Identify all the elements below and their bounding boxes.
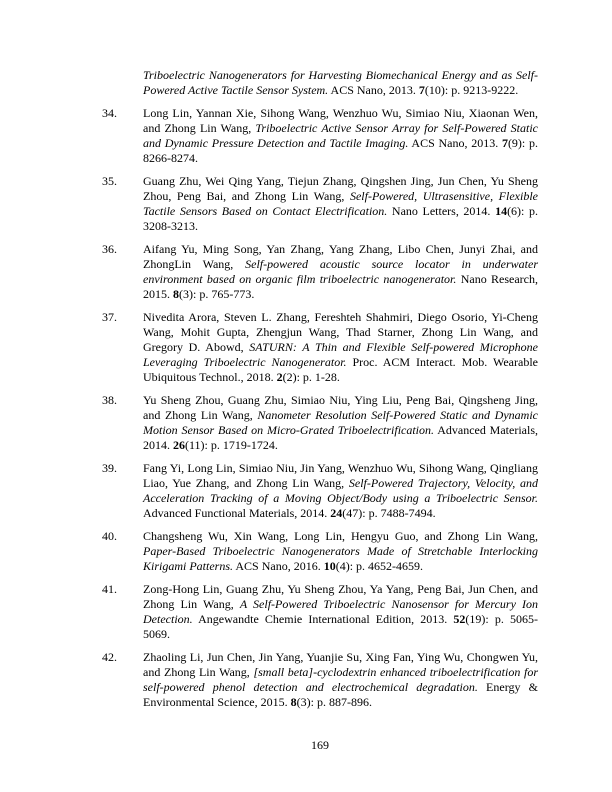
reference-number: 41. bbox=[102, 582, 117, 596]
reference-authors: Fang Yi, Long Lin, Simiao Niu, Jin Yang, Wenzhuo Wu, Sihong Wang, Qingliang Liao, Yue Zhang, and Zhong Lin Wang, bbox=[143, 461, 538, 490]
reference-journal: ACS Nano, 2013. bbox=[408, 136, 502, 150]
reference-authors: Changsheng Wu, Xin Wang, Long Lin, Hengyu Guo, and Zhong Lin Wang, bbox=[143, 529, 538, 543]
reference-text bbox=[143, 68, 538, 98]
reference-journal: ACS Nano, 2013. bbox=[328, 83, 419, 97]
reference-authors: Nivedita Arora, Steven L. Zhang, Fereshteh Shahmiri, Diego Osorio, Yi-Cheng Wang, Mohit Gupta, Zhengjun Wang, Thad Starner, Zhong Lin Wang, and Gregory D. Abowd, bbox=[143, 310, 538, 354]
reference-issue-pages: (11): p. 1719-1724. bbox=[185, 438, 278, 452]
reference-volume: 7 bbox=[501, 136, 508, 150]
reference-item bbox=[102, 106, 538, 166]
reference-title: Paper-Based Triboelectric Nanogenerators Made of Stretchable Interlocking Kirigami Patterns. bbox=[143, 544, 538, 573]
reference-item bbox=[102, 174, 538, 234]
reference-item bbox=[102, 393, 538, 453]
reference-text bbox=[143, 106, 538, 166]
reference-title: Self-Powered, Ultrasensitive, Flexible Tactile Sensors Based on Contact Electrification. bbox=[143, 189, 538, 218]
reference-title: Self-Powered Trajectory, Velocity, and Acceleration Tracking of a Moving Object/Body using a Triboelectric Sensor. bbox=[143, 476, 538, 505]
reference-item bbox=[102, 68, 538, 98]
reference-text bbox=[143, 529, 538, 574]
reference-text bbox=[143, 461, 538, 521]
reference-number bbox=[102, 68, 143, 98]
reference-journal: Nano Letters, 2014. bbox=[387, 204, 496, 218]
reference-number: 37. bbox=[102, 310, 117, 324]
reference-issue-pages: (3): p. 765-773. bbox=[179, 287, 255, 301]
reference-title: Nanometer Resolution Self-Powered Static and Dynamic Motion Sensor Based on Micro-Grated Triboelectrification. bbox=[143, 408, 538, 437]
reference-volume: 14 bbox=[495, 204, 508, 218]
reference-number: 42. bbox=[102, 650, 117, 664]
reference-number: 40. bbox=[102, 529, 117, 543]
reference-volume: 24 bbox=[330, 506, 343, 520]
reference-journal: Proc. ACM Interact. Mob. Wearable Ubiquitous Technol., 2018. bbox=[143, 355, 538, 384]
reference-issue-pages: (3): p. 887-896. bbox=[296, 695, 372, 709]
reference-text bbox=[143, 174, 538, 234]
reference-journal: Advanced Materials, 2014. bbox=[143, 423, 538, 452]
reference-volume: 52 bbox=[453, 612, 466, 626]
reference-issue-pages: (10): p. 9213-9222. bbox=[424, 83, 519, 97]
page-number: 169 bbox=[311, 738, 329, 752]
reference-text bbox=[143, 650, 538, 710]
reference-item bbox=[102, 461, 538, 521]
reference-issue-pages: (19): p. 5065-5069. bbox=[143, 612, 538, 641]
reference-item bbox=[102, 582, 538, 642]
reference-number: 39. bbox=[102, 461, 117, 475]
reference-journal: Angewandte Chemie International Edition, 2013. bbox=[192, 612, 454, 626]
reference-text bbox=[143, 582, 538, 642]
reference-title: [small beta]-cyclodextrin enhanced triboelectrification for self-powered phenol detection and electrochemical degradation. bbox=[143, 665, 539, 694]
reference-authors: Long Lin, Yannan Xie, Sihong Wang, Wenzhuo Wu, Simiao Niu, Xiaonan Wen, and Zhong Lin Wang, bbox=[143, 106, 538, 135]
reference-journal: ACS Nano, 2016. bbox=[233, 559, 324, 573]
reference-number: 38. bbox=[102, 393, 117, 407]
reference-issue-pages: (4): p. 4652-4659. bbox=[335, 559, 424, 573]
reference-title: A Self-Powered Triboelectric Nanosensor for Mercury Ion Detection. bbox=[143, 597, 539, 626]
reference-authors: Guang Zhu, Wei Qing Yang, Tiejun Zhang, Qingshen Jing, Jun Chen, Yu Sheng Zhou, Peng Bai, and Zhong Lin Wang, bbox=[143, 174, 538, 203]
reference-text bbox=[143, 310, 538, 385]
reference-title: Triboelectric Active Sensor Array for Self-Powered Static and Dynamic Pressure Detection and Tactile Imaging. bbox=[143, 121, 539, 150]
references-list bbox=[102, 68, 538, 718]
reference-text bbox=[143, 242, 538, 302]
reference-title: SATURN: A Thin and Flexible Self-powered Microphone Leveraging Triboelectric Nanogenerator. bbox=[143, 340, 538, 369]
reference-journal: Energy & Environmental Science, 2015. bbox=[143, 680, 538, 709]
reference-volume: 26 bbox=[173, 438, 185, 452]
reference-authors: Yu Sheng Zhou, Guang Zhu, Simiao Niu, Ying Liu, Peng Bai, Qingsheng Jing, and Zhong Lin Wang, bbox=[143, 393, 538, 422]
reference-journal: Advanced Functional Materials, 2014. bbox=[143, 506, 331, 520]
reference-authors: Zhaoling Li, Jun Chen, Jin Yang, Yuanjie Su, Xing Fan, Ying Wu, Chongwen Yu, and Zhong Lin Wang, bbox=[143, 650, 538, 679]
reference-title: Self-powered acoustic source locator in underwater environment based on organic film triboelectric nanogenerator. bbox=[143, 257, 538, 286]
reference-volume: 2 bbox=[276, 370, 283, 384]
reference-volume: 7 bbox=[418, 83, 425, 97]
reference-volume: 8 bbox=[290, 695, 297, 709]
reference-item bbox=[102, 242, 538, 302]
reference-journal: Nano Research, 2015. bbox=[143, 272, 538, 301]
reference-number: 34. bbox=[102, 106, 117, 120]
reference-volume: 10 bbox=[323, 559, 336, 573]
reference-volume: 8 bbox=[173, 287, 179, 301]
reference-text bbox=[143, 393, 538, 453]
reference-number: 36. bbox=[102, 242, 117, 256]
reference-number: 35. bbox=[102, 174, 117, 188]
reference-authors: Aifang Yu, Ming Song, Yan Zhang, Yang Zhang, Libo Chen, Junyi Zhai, and ZhongLin Wang, bbox=[143, 242, 538, 271]
reference-title: Triboelectric Nanogenerators for Harvesting Biomechanical Energy and as Self-Powered Active Tactile Sensor System. bbox=[143, 68, 538, 97]
reference-item bbox=[102, 310, 538, 385]
reference-issue-pages: (2): p. 1-28. bbox=[282, 370, 340, 384]
reference-item bbox=[102, 650, 538, 710]
reference-item bbox=[102, 529, 538, 574]
reference-authors: Zong-Hong Lin, Guang Zhu, Yu Sheng Zhou, Ya Yang, Peng Bai, Jun Chen, and Zhong Lin Wang, bbox=[143, 582, 538, 611]
reference-issue-pages: (6): p. 3208-3213. bbox=[143, 204, 539, 233]
reference-issue-pages: (47): p. 7488-7494. bbox=[342, 506, 436, 520]
reference-issue-pages: (9): p. 8266-8274. bbox=[143, 136, 538, 165]
